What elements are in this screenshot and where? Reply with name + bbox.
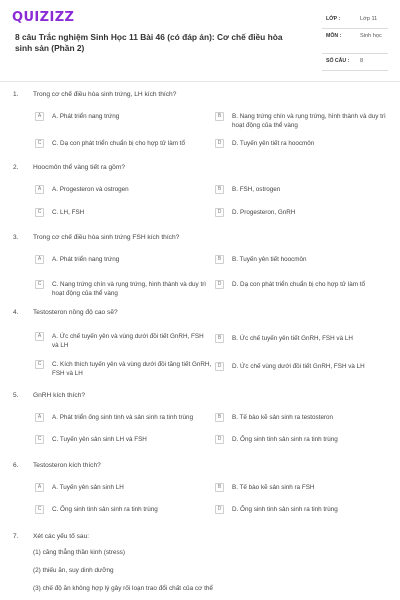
question-text: Trong cơ chế điều hòa sinh trứng, LH kích thích? bbox=[33, 91, 177, 98]
worksheet-meta bbox=[322, 12, 388, 71]
option-letter-box: A bbox=[35, 255, 44, 264]
option-letter-box: A bbox=[35, 413, 44, 422]
meta-count-value: 8 bbox=[360, 58, 364, 64]
option-text: D. Dạ con phát triển chuẩn bị cho hợp tử làm tổ bbox=[232, 281, 365, 288]
meta-row-grade bbox=[322, 12, 388, 29]
option-text: A. Phát triển nang trứng bbox=[52, 113, 120, 120]
option-letter-box: B bbox=[215, 413, 224, 422]
question-text: Testosteron kích thích? bbox=[33, 462, 101, 469]
option-letter-box: C bbox=[35, 435, 44, 444]
meta-row-count bbox=[322, 54, 388, 71]
option-text: D. Ống sinh tinh sản sinh ra tinh trùng bbox=[232, 506, 338, 513]
option-text: A. Progesteron và ostrogen bbox=[52, 186, 129, 193]
question-text: Xét các yếu tố sau: bbox=[33, 533, 90, 540]
option-text: B. Tuyến yên tiết hoocmôn bbox=[232, 256, 307, 263]
meta-subject-label: MÔN : bbox=[326, 33, 342, 39]
option-letter-box: D bbox=[215, 280, 224, 289]
option-letter-box: B bbox=[215, 255, 224, 264]
option-text: C. Nang trứng chín và rụng trứng, hình thành và duy trì hoạt động của thể vàng bbox=[52, 281, 207, 297]
meta-count-label: SỐ CÂU : bbox=[326, 58, 350, 64]
option-letter-box: D bbox=[215, 435, 224, 444]
option-text: B. Ức chế tuyến yên tiết GnRH, FSH và LH bbox=[232, 335, 353, 342]
question-text: Trong cơ chế điều hòa sinh trứng FSH kích thích? bbox=[33, 234, 180, 241]
option-text: B. Nang trứng chín và rụng trứng, hình thành và duy trì hoạt động của thể vàng bbox=[232, 113, 386, 129]
option-text: C. LH, FSH bbox=[52, 209, 85, 216]
option-text: B. Tế bào kẽ sản sinh ra testosteron bbox=[232, 414, 334, 421]
question-number: 5. bbox=[13, 392, 19, 399]
option-text: A. Ức chế tuyến yên và vùng dưới đồi tiết GnRH, FSH và LH bbox=[52, 333, 204, 349]
option-letter-box: A bbox=[35, 112, 44, 121]
question-number: 4. bbox=[13, 309, 19, 316]
option-letter-box: B bbox=[215, 112, 224, 121]
option-letter-box: A bbox=[35, 483, 44, 492]
question-number: 1. bbox=[13, 91, 19, 98]
option-text: B. FSH, ostrogen bbox=[232, 186, 281, 193]
option-letter-box: C bbox=[35, 139, 44, 148]
option-text: A. Tuyến yên sản sinh LH bbox=[52, 484, 124, 491]
option-text: D. Ống sinh tinh sản sinh ra tinh trùng bbox=[232, 436, 338, 443]
option-letter-box: D bbox=[215, 208, 224, 217]
meta-row-subject bbox=[322, 29, 388, 54]
option-letter-box: D bbox=[215, 505, 224, 514]
question-text: Hoocmôn thể vàng tiết ra gồm? bbox=[33, 164, 125, 171]
statement-item: (2) thiếu ăn, suy dinh dưỡng bbox=[33, 567, 114, 574]
question-text: Testosteron nồng độ cao sẽ? bbox=[33, 309, 118, 316]
option-letter-box: B bbox=[215, 483, 224, 492]
option-text: A. Phát triển nang trứng bbox=[52, 256, 120, 263]
option-text: C. Tuyến yên sản sinh LH và FSH bbox=[52, 436, 147, 443]
option-text: C. Dạ con phát triển chuẩn bị cho hợp tử làm tổ bbox=[52, 140, 185, 147]
worksheet-title: 8 câu Trắc nghiệm Sinh Học 11 Bài 46 (có đáp án): Cơ chế điều hòa sinh sản (Phần 2) bbox=[15, 32, 283, 53]
option-letter-box: A bbox=[35, 185, 44, 194]
quizizz-logo: QUIZIZZ bbox=[12, 10, 75, 25]
option-letter-box: C bbox=[35, 360, 44, 369]
question-number: 2. bbox=[13, 164, 19, 171]
meta-grade-label: LỚP : bbox=[326, 16, 341, 22]
option-text: D. Ức chế vùng dưới đồi tiết GnRH, FSH và LH bbox=[232, 363, 365, 370]
option-letter-box: B bbox=[215, 185, 224, 194]
option-text: B. Tế bào kẽ sản sinh ra FSH bbox=[232, 484, 315, 491]
option-letter-box: A bbox=[35, 332, 44, 341]
option-text: A. Phát triển ống sinh tinh và sản sinh ra tinh trùng bbox=[52, 414, 194, 421]
option-text: C. Kích thích tuyến yên và vùng dưới đồi tăng tiết GnRH, FSH và LH bbox=[52, 361, 212, 377]
option-letter-box: D bbox=[215, 139, 224, 148]
option-letter-box: C bbox=[35, 505, 44, 514]
question-number: 7. bbox=[13, 533, 19, 540]
option-text: D. Progesteron, GnRH bbox=[232, 209, 296, 216]
meta-subject-value: Sinh học bbox=[360, 33, 382, 39]
option-letter-box: C bbox=[35, 208, 44, 217]
worksheet-header bbox=[0, 0, 400, 82]
option-letter-box: D bbox=[215, 362, 224, 371]
statement-item: (1) căng thẳng thần kinh (stress) bbox=[33, 549, 125, 556]
question-number: 6. bbox=[13, 462, 19, 469]
option-letter-box: C bbox=[35, 280, 44, 289]
option-text: D. Tuyến yên tiết ra hoocmôn bbox=[232, 140, 315, 147]
option-text: C. Ống sinh tinh sản sinh ra tinh trùng bbox=[52, 506, 158, 513]
meta-grade-value: Lớp 11 bbox=[360, 16, 378, 22]
question-text: GnRH kích thích? bbox=[33, 392, 86, 399]
option-letter-box: B bbox=[215, 334, 224, 343]
question-number: 3. bbox=[13, 234, 19, 241]
statement-item: (3) chế độ ăn không hợp lý gây rối loạn trao đổi chất của cơ thể bbox=[33, 585, 213, 592]
